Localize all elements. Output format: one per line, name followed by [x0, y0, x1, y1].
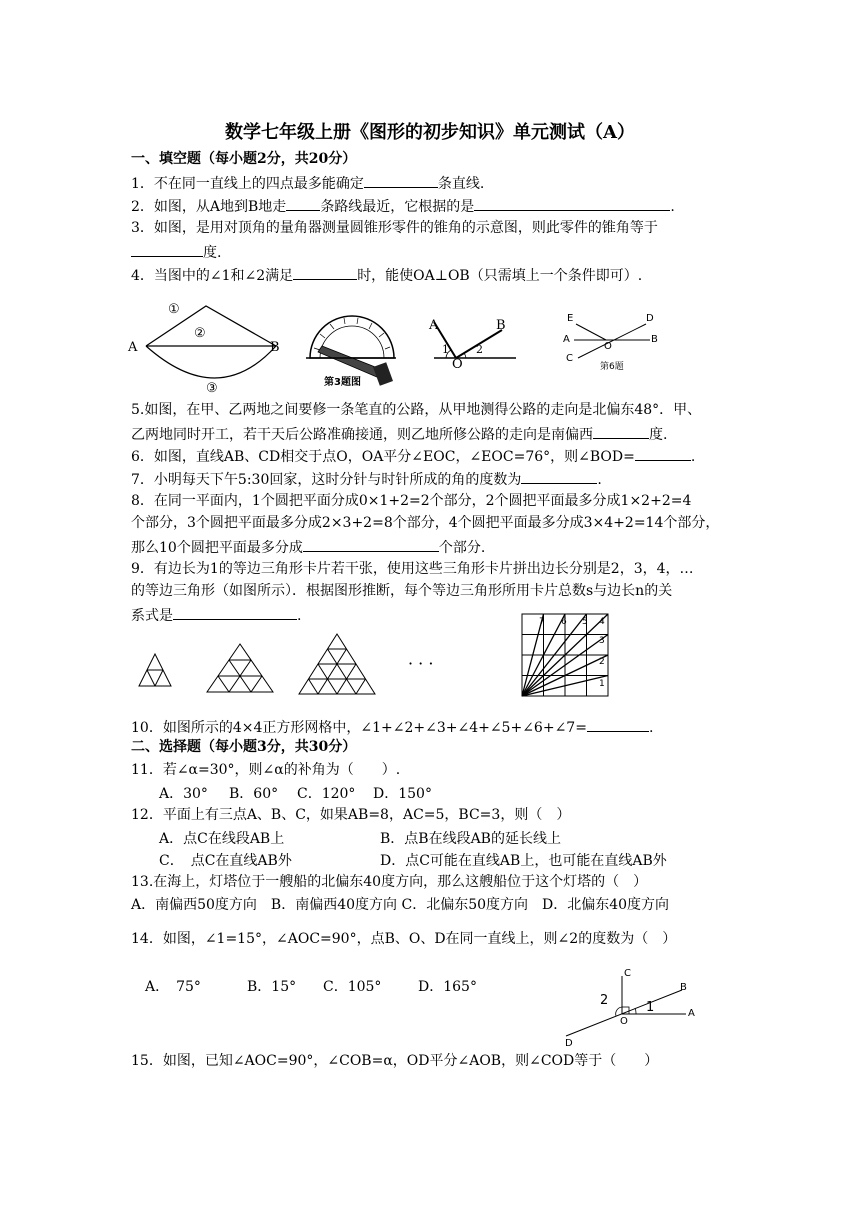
- grid-angle-3-label: 3: [599, 636, 605, 646]
- point-o-label: O: [604, 341, 612, 352]
- grid-angle-1-label: 1: [599, 679, 605, 689]
- q11-option-d[interactable]: D．150°: [373, 786, 432, 802]
- question-9: 9．有边长为1的等边三角形卡片若干张，使用这些三角形卡片拼出边长分别是2，3，4，…: [131, 561, 694, 577]
- point-c-label: C: [566, 353, 573, 364]
- question-5: 5.如图，在甲、乙两地之间要修一条笔直的公路，从甲地测得公路的走向是北偏东48°．甲、: [131, 402, 702, 418]
- answer-blank[interactable]: [635, 446, 691, 461]
- question-13: 13.在海上，灯塔位于一艘船的北偏东40度方向，那么这艘船位于这个灯塔的（ ）: [131, 874, 648, 890]
- figure-triangle-cards: [135, 630, 395, 696]
- point-d-label: D: [565, 1038, 573, 1049]
- point-a-label: A: [429, 318, 439, 333]
- section-heading-2: 二、选择题（每小题3分，共30分）: [131, 739, 357, 755]
- point-c-label: C: [624, 968, 631, 979]
- question-4: 4．当图中的∠1和∠2满足 时，能使OA⊥OB（只需填上一个条件即可）.: [131, 265, 642, 285]
- question-9-cont-2: 系式是 .: [131, 605, 301, 625]
- grid-angle-4-label: 4: [599, 617, 605, 627]
- point-a-label: A: [688, 1008, 695, 1019]
- question-10: 10．如图所示的4×4正方形网格中，∠1+∠2+∠3+∠4+∠5+∠6+∠7= .: [131, 717, 653, 737]
- figure6-caption: 第6题: [600, 362, 624, 372]
- question-15: 15．如图，已知∠AOC=90°，∠COB=α，OD平分∠AOB，则∠COD等于（ ）: [131, 1053, 659, 1069]
- answer-blank[interactable]: [364, 173, 438, 188]
- q13-options[interactable]: A．南偏西50度方向 B．南偏西40度方向 C．北偏东50度方向 D．北偏东40度方向: [131, 897, 670, 913]
- point-b-label: B: [496, 318, 506, 333]
- question-12: 12．平面上有三点A、B、C，如果AB=8，AC=5，BC=3，则（ ）: [131, 807, 571, 823]
- q11-option-a[interactable]: A．30°: [159, 786, 208, 802]
- question-14: 14．如图，∠1=15°，∠AOC=90°，点B、O、D在同一直线上，则∠2的度数为（ ）: [131, 931, 677, 947]
- q11-option-c[interactable]: C．120°: [297, 786, 356, 802]
- question-9-cont: 的等边三角形（如图所示）．根据图形推断，每个等边三角形所用卡片总数s与边长n的关: [131, 583, 673, 599]
- figure3-caption: 第3题图: [324, 377, 361, 388]
- answer-blank[interactable]: [593, 424, 649, 439]
- answer-blank[interactable]: [521, 469, 597, 484]
- grid-angle-7-label: 7: [539, 617, 545, 627]
- q12-option-b[interactable]: B．点B在线段AB的延长线上: [380, 831, 561, 847]
- q12-option-d[interactable]: D．点C可能在直线AB上，也可能在直线AB外: [380, 853, 667, 869]
- route-label-3: ③: [206, 381, 218, 396]
- grid-angle-2-label: 2: [599, 657, 605, 667]
- question-5-cont: 乙两地同时开工，若干天后公路准确接通，则乙地所修公路的走向是南偏西 度.: [131, 424, 667, 444]
- q12-option-a[interactable]: A．点C在线段AB上: [159, 831, 285, 847]
- angle-2-label: 2: [600, 993, 609, 1008]
- answer-blank[interactable]: [474, 196, 670, 211]
- question-1: 1．不在同一直线上的四点最多能确定 条直线.: [131, 173, 484, 193]
- angle-1-label: 1: [442, 343, 449, 356]
- point-a-label: A: [128, 340, 138, 355]
- point-o-label: O: [620, 1016, 628, 1027]
- question-8-cont-2: 那么10个圆把平面最多分成 个部分.: [131, 537, 485, 557]
- q12-option-c[interactable]: C． 点C在直线AB外: [159, 853, 292, 869]
- point-o-label: O: [452, 357, 463, 372]
- question-8-cont: 个部分，3个圆把平面最多分成2×3+2=8个部分，4个圆把平面最多分成3×4+2=14个部分，: [131, 515, 720, 531]
- question-11: 11．若∠α=30°，则∠α的补角为（ ）.: [131, 762, 401, 778]
- answer-blank[interactable]: [303, 537, 439, 552]
- point-d-label: D: [646, 313, 654, 324]
- question-2: 2．如图，从A地到B地走 条路线最近，它根据的是 .: [131, 196, 675, 216]
- q14-option-b[interactable]: B．15°: [247, 979, 297, 995]
- point-b-label: B: [270, 340, 280, 355]
- q14-option-d[interactable]: D．165°: [418, 979, 477, 995]
- question-6: 6．如图，直线AB、CD相交于点O，OA平分∠EOC，∠EOC=76°，则∠BOD= .: [131, 446, 695, 466]
- route-label-1: ①: [168, 302, 180, 317]
- route-label-2: ②: [194, 326, 206, 341]
- angle-2-label: 2: [476, 343, 483, 356]
- question-3-cont: 度.: [131, 242, 221, 262]
- question-7: 7．小明每天下午5:30回家，这时分针与时针所成的角的度数为 .: [131, 469, 602, 489]
- answer-blank[interactable]: [293, 265, 357, 280]
- point-b-label: B: [680, 982, 687, 993]
- angle-1-label: 1: [646, 1000, 655, 1015]
- section-heading-1: 一、填空题（每小题2分，共20分）: [131, 151, 357, 167]
- answer-blank[interactable]: [286, 196, 320, 211]
- q11-option-b[interactable]: B．60°: [229, 786, 279, 802]
- question-8: 8．在同一平面内，1个圆把平面分成0×1+2=2个部分，2个圆把平面最多分成1×2+2=4: [131, 493, 692, 509]
- ellipsis: · · ·: [408, 654, 434, 673]
- grid-angle-6-label: 6: [561, 617, 567, 627]
- answer-blank[interactable]: [587, 717, 649, 732]
- point-b-label: B: [651, 334, 658, 345]
- answer-blank[interactable]: [173, 605, 297, 620]
- point-e-label: E: [567, 313, 574, 324]
- q14-option-a[interactable]: A． 75°: [145, 979, 201, 995]
- grid-angle-5-label: 5: [582, 617, 588, 627]
- question-3: 3．如图，是用对顶角的量角器测量圆锥形零件的锥角的示意图，则此零件的锥角等于: [131, 220, 658, 236]
- point-a-label: A: [563, 334, 570, 345]
- answer-blank[interactable]: [131, 242, 203, 257]
- page-title: 数学七年级上册《图形的初步知识》单元测试（A）: [225, 122, 635, 143]
- q14-option-c[interactable]: C．105°: [323, 979, 382, 995]
